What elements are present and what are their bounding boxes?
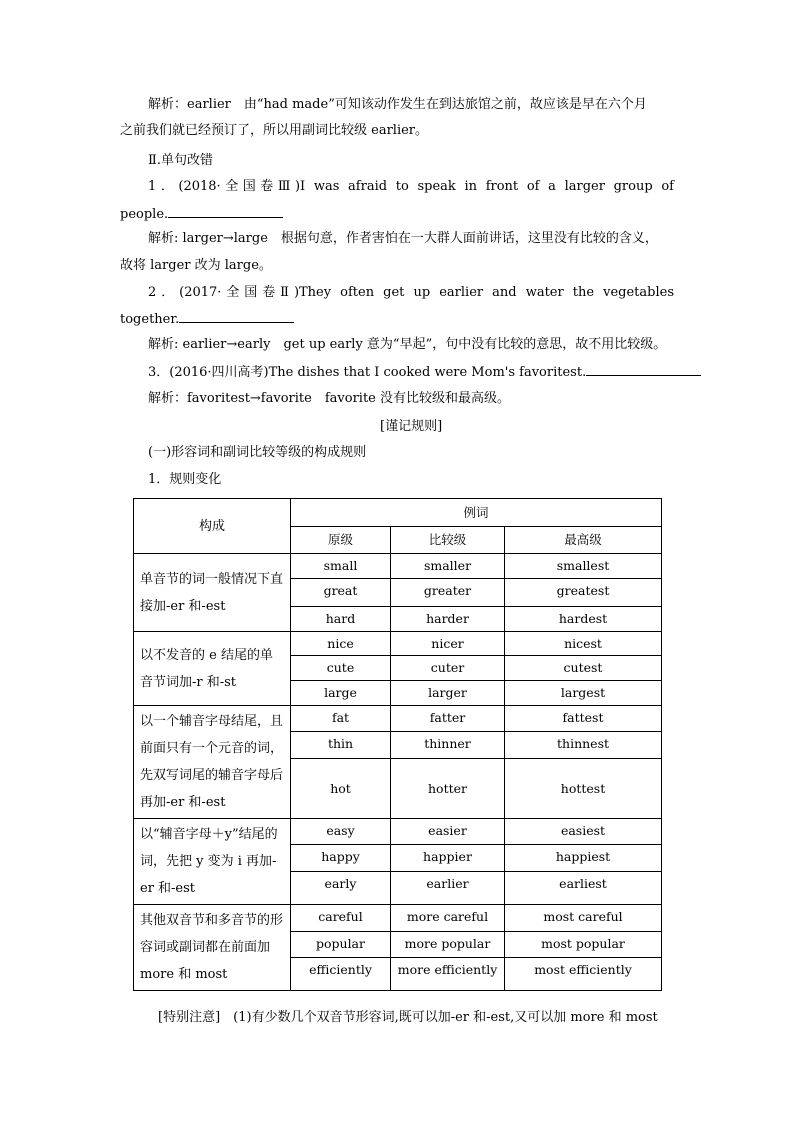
word-positive: small xyxy=(291,554,391,579)
question-3-line1 xyxy=(148,363,701,382)
note-text: (1)有少数几个双音节形容词,既可以加-er 和-est,又可以加 more 和 most xyxy=(233,1010,658,1025)
word-comparative: greater xyxy=(391,579,505,607)
rule-cell: 以一个辅音字母结尾，且前面只有一个元音的词，先双写词尾的辅音字母后再加-er 和-est xyxy=(134,706,291,819)
rule-cell: 以不发音的 e 结尾的单音节词加-r 和-st xyxy=(134,632,291,706)
header-examples: 例词 xyxy=(291,499,662,527)
rule-cell: 单音节的词一般情况下直接加-er 和-est xyxy=(134,554,291,632)
word-comparative: happier xyxy=(391,844,505,871)
word-superlative: most careful xyxy=(505,905,662,932)
word-superlative: hardest xyxy=(505,607,662,632)
word-positive: nice xyxy=(291,632,391,656)
subsection-heading: (一)形容词和副词比较等级的构成规则 xyxy=(148,445,367,460)
word-positive: hard xyxy=(291,607,391,632)
header-superlative: 最高级 xyxy=(505,527,662,554)
word-comparative: hotter xyxy=(391,759,505,819)
word-superlative: hottest xyxy=(505,759,662,819)
question-3-text: 3．(2016·四川高考)The dishes that I cooked were Mom's favoritest. xyxy=(148,365,587,380)
word-comparative: fatter xyxy=(391,706,505,732)
word-superlative: most efficiently xyxy=(505,957,662,990)
question-3-analysis: 解析：favoritest→favorite favorite 没有比较级和最高级。 xyxy=(148,391,510,406)
word-positive: happy xyxy=(291,844,391,871)
question-1-line2 xyxy=(120,205,283,224)
rule-cell: 以“辅音字母＋y”结尾的词，先把 y 变为 i 再加-er 和-est xyxy=(134,819,291,905)
answer-blank-2[interactable] xyxy=(179,310,294,323)
word-superlative: fattest xyxy=(505,706,662,732)
word-positive: early xyxy=(291,871,391,904)
word-superlative: earliest xyxy=(505,871,662,904)
word-positive: efficiently xyxy=(291,957,391,990)
comparison-rules-table xyxy=(133,498,662,991)
question-1-analysis-line2: 故将 larger 改为 large。 xyxy=(120,258,272,273)
word-positive: thin xyxy=(291,731,391,759)
word-comparative: more popular xyxy=(391,931,505,957)
word-comparative: cuter xyxy=(391,656,505,681)
analysis-intro-line2: 之前我们就已经预订了，所以用副词比较级 earlier。 xyxy=(120,123,429,138)
analysis-intro-line1: 解析：earlier 由“had made”可知该动作发生在到达旅馆之前，故应该是早在六个月 xyxy=(148,97,647,112)
question-2-line1: 2．(2017·全国卷Ⅱ)They often get up earlier and water the vegetables xyxy=(148,285,674,300)
section-heading: Ⅱ.单句改错 xyxy=(148,153,213,168)
word-superlative: happiest xyxy=(505,844,662,871)
question-2-line2 xyxy=(120,310,294,329)
word-superlative: smallest xyxy=(505,554,662,579)
header-rule: 构成 xyxy=(134,499,291,554)
word-superlative: easiest xyxy=(505,819,662,845)
word-comparative: harder xyxy=(391,607,505,632)
word-comparative: more efficiently xyxy=(391,957,505,990)
rule-cell: 其他双音节和多音节的形容词或副词都在前面加 more 和 most xyxy=(134,905,291,991)
word-positive: easy xyxy=(291,819,391,845)
question-2-text-end: together. xyxy=(120,312,180,327)
word-positive: fat xyxy=(291,706,391,732)
word-superlative: greatest xyxy=(505,579,662,607)
header-comparative: 比较级 xyxy=(391,527,505,554)
word-positive: cute xyxy=(291,656,391,681)
word-positive: great xyxy=(291,579,391,607)
word-comparative: easier xyxy=(391,819,505,845)
word-positive: popular xyxy=(291,931,391,957)
note-label: [特别注意] xyxy=(158,1010,221,1025)
special-note xyxy=(158,1009,658,1027)
word-comparative: smaller xyxy=(391,554,505,579)
word-superlative: thinnest xyxy=(505,731,662,759)
word-comparative: thinner xyxy=(391,731,505,759)
word-superlative: largest xyxy=(505,681,662,706)
word-superlative: cutest xyxy=(505,656,662,681)
header-positive: 原级 xyxy=(291,527,391,554)
word-positive: hot xyxy=(291,759,391,819)
word-superlative: nicest xyxy=(505,632,662,656)
question-2-analysis: 解析: earlier→early get up early 意为“早起”，句中没有比较的意思，故不用比较级。 xyxy=(148,337,667,352)
rules-heading: [谨记规则] xyxy=(380,419,443,434)
subsubsection-heading: 1．规则变化 xyxy=(148,472,222,487)
answer-blank-1[interactable] xyxy=(168,205,283,218)
word-comparative: larger xyxy=(391,681,505,706)
word-comparative: nicer xyxy=(391,632,505,656)
question-1-analysis-line1: 解析: larger→large 根据句意，作者害怕在一大群人面前讲话，这里没有比较的含义， xyxy=(148,231,658,246)
word-positive: large xyxy=(291,681,391,706)
word-comparative: earlier xyxy=(391,871,505,904)
answer-blank-3[interactable] xyxy=(586,363,701,376)
word-comparative: more careful xyxy=(391,905,505,932)
question-1-text-end: people. xyxy=(120,207,169,222)
word-positive: careful xyxy=(291,905,391,932)
question-1-line1: 1．(2018·全国卷Ⅲ)I was afraid to speak in front of a larger group of xyxy=(148,179,674,194)
word-superlative: most popular xyxy=(505,931,662,957)
